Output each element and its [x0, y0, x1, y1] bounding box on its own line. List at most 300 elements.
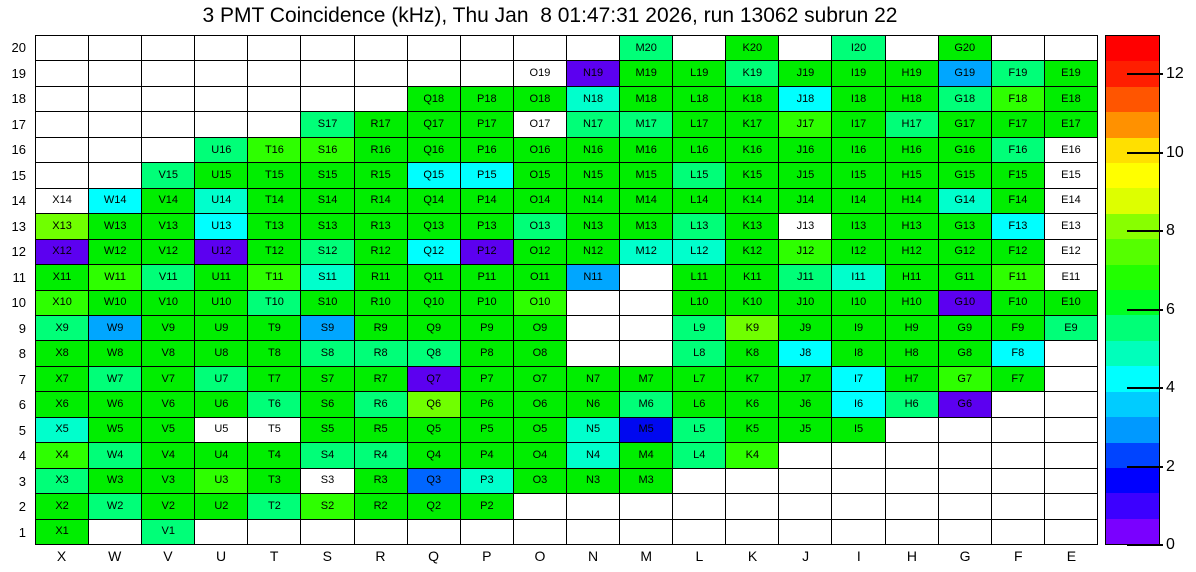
heatmap-cell — [1045, 341, 1097, 365]
heatmap-cell: P18 — [461, 87, 513, 111]
heatmap-cell: L11 — [673, 265, 725, 289]
heatmap-cell: X3 — [36, 469, 88, 493]
heatmap-cell — [142, 87, 194, 111]
heatmap-cell — [1045, 367, 1097, 391]
heatmap-cell: T9 — [248, 316, 300, 340]
heatmap-cell: X4 — [36, 443, 88, 467]
heatmap-cell: J10 — [779, 291, 831, 315]
heatmap-cell: H13 — [886, 214, 938, 238]
colorbar-tick-label: 8 — [1166, 222, 1175, 240]
heatmap-cell: K15 — [726, 163, 778, 187]
heatmap-cell: O4 — [514, 443, 566, 467]
heatmap-cell: T3 — [248, 469, 300, 493]
heatmap-cell: O14 — [514, 189, 566, 213]
heatmap-cell: Q10 — [408, 291, 460, 315]
heatmap-cell: P4 — [461, 443, 513, 467]
heatmap-cell: X8 — [36, 341, 88, 365]
heatmap-cell: U13 — [195, 214, 247, 238]
heatmap-cell — [726, 494, 778, 518]
heatmap-cell: Q17 — [408, 112, 460, 136]
heatmap-cell — [567, 316, 619, 340]
heatmap-cell: R14 — [355, 189, 407, 213]
heatmap-cell — [779, 443, 831, 467]
heatmap-cell — [461, 36, 513, 60]
heatmap-cell: W13 — [89, 214, 141, 238]
heatmap-cell: O11 — [514, 265, 566, 289]
heatmap-cell: U5 — [195, 418, 247, 442]
heatmap-cell — [408, 61, 460, 85]
heatmap-cell: G8 — [939, 341, 991, 365]
heatmap-cell — [1045, 494, 1097, 518]
heatmap-cell: I11 — [832, 265, 884, 289]
heatmap-cell: V2 — [142, 494, 194, 518]
heatmap-cell: W3 — [89, 469, 141, 493]
heatmap-cell: U10 — [195, 291, 247, 315]
heatmap-cell: J16 — [779, 138, 831, 162]
heatmap-cell: O13 — [514, 214, 566, 238]
heatmap-cell — [939, 469, 991, 493]
heatmap-cell: V7 — [142, 367, 194, 391]
heatmap-cell: K5 — [726, 418, 778, 442]
heatmap-cell: W14 — [89, 189, 141, 213]
heatmap-cell: F9 — [992, 316, 1044, 340]
heatmap-cell — [886, 469, 938, 493]
heatmap-cell: T15 — [248, 163, 300, 187]
heatmap-cell — [726, 520, 778, 544]
heatmap-cell — [779, 36, 831, 60]
heatmap-cell: M5 — [620, 418, 672, 442]
heatmap-cell: F17 — [992, 112, 1044, 136]
heatmap-cell — [886, 520, 938, 544]
heatmap-cell: K16 — [726, 138, 778, 162]
heatmap-cell: I7 — [832, 367, 884, 391]
heatmap-cell — [779, 494, 831, 518]
heatmap-grid — [35, 35, 1098, 545]
colorbar-band — [1106, 443, 1159, 468]
y-axis-label: 11 — [12, 269, 26, 285]
heatmap-cell — [355, 61, 407, 85]
heatmap-cell — [195, 520, 247, 544]
heatmap-cell: T7 — [248, 367, 300, 391]
heatmap-cell: F14 — [992, 189, 1044, 213]
heatmap-cell: U3 — [195, 469, 247, 493]
heatmap-cell: T16 — [248, 138, 300, 162]
x-axis-label: F — [1013, 548, 1023, 564]
y-axis-label: 10 — [11, 295, 26, 311]
y-axis-label: 8 — [18, 346, 26, 362]
heatmap-cell — [142, 36, 194, 60]
heatmap-cell: T11 — [248, 265, 300, 289]
heatmap-cell: I13 — [832, 214, 884, 238]
heatmap-cell: L12 — [673, 240, 725, 264]
heatmap-cell: U8 — [195, 341, 247, 365]
heatmap-cell: O9 — [514, 316, 566, 340]
heatmap-cell: J18 — [779, 87, 831, 111]
heatmap-cell: N11 — [567, 265, 619, 289]
heatmap-cell — [567, 36, 619, 60]
heatmap-cell: E15 — [1045, 163, 1097, 187]
heatmap-cell: G18 — [939, 87, 991, 111]
heatmap-cell: E18 — [1045, 87, 1097, 111]
colorbar-band — [1106, 112, 1159, 137]
heatmap-cell: I14 — [832, 189, 884, 213]
heatmap-cell: P7 — [461, 367, 513, 391]
heatmap-cell — [36, 112, 88, 136]
heatmap-cell — [514, 36, 566, 60]
heatmap-cell: W11 — [89, 265, 141, 289]
heatmap-cell: Q14 — [408, 189, 460, 213]
heatmap-cell: K11 — [726, 265, 778, 289]
colorbar-tick-label: 10 — [1166, 143, 1184, 161]
heatmap-cell — [673, 520, 725, 544]
y-axis-label: 9 — [18, 320, 26, 336]
heatmap-cell: F18 — [992, 87, 1044, 111]
heatmap-cell: M7 — [620, 367, 672, 391]
heatmap-cell: P16 — [461, 138, 513, 162]
heatmap-cell: K10 — [726, 291, 778, 315]
heatmap-cell — [567, 341, 619, 365]
heatmap-cell — [886, 494, 938, 518]
heatmap-cell: V4 — [142, 443, 194, 467]
heatmap-cell — [567, 494, 619, 518]
heatmap-cell: J15 — [779, 163, 831, 187]
heatmap-cell — [992, 494, 1044, 518]
heatmap-cell: V6 — [142, 392, 194, 416]
heatmap-cell: L8 — [673, 341, 725, 365]
heatmap-cell — [36, 163, 88, 187]
heatmap-cell: N13 — [567, 214, 619, 238]
heatmap-cell — [355, 36, 407, 60]
heatmap-cell — [248, 61, 300, 85]
heatmap-cell: V13 — [142, 214, 194, 238]
heatmap-cell — [620, 341, 672, 365]
heatmap-cell: O19 — [514, 61, 566, 85]
heatmap-cell: N16 — [567, 138, 619, 162]
heatmap-cell — [89, 87, 141, 111]
heatmap-cell — [514, 520, 566, 544]
heatmap-cell: I12 — [832, 240, 884, 264]
colorbar-band — [1106, 341, 1159, 366]
heatmap-cell: R17 — [355, 112, 407, 136]
y-axis-label: 4 — [18, 448, 26, 464]
heatmap-cell: I18 — [832, 87, 884, 111]
heatmap-cell — [992, 392, 1044, 416]
heatmap-cell — [1045, 443, 1097, 467]
x-axis-label: Q — [428, 548, 440, 564]
heatmap-cell: X9 — [36, 316, 88, 340]
heatmap-cell — [939, 494, 991, 518]
heatmap-cell: E17 — [1045, 112, 1097, 136]
colorbar-tick-mark — [1127, 544, 1163, 546]
heatmap-cell — [408, 36, 460, 60]
heatmap-cell — [408, 520, 460, 544]
heatmap-cell: X14 — [36, 189, 88, 213]
heatmap-cell: I6 — [832, 392, 884, 416]
heatmap-cell: H6 — [886, 392, 938, 416]
x-axis-label: H — [906, 548, 918, 564]
heatmap-cell: P11 — [461, 265, 513, 289]
heatmap-cell: L19 — [673, 61, 725, 85]
heatmap-cell: L17 — [673, 112, 725, 136]
heatmap-cell: Q11 — [408, 265, 460, 289]
heatmap-cell — [886, 418, 938, 442]
heatmap-cell: G10 — [939, 291, 991, 315]
heatmap-cell: E10 — [1045, 291, 1097, 315]
heatmap-cell — [992, 36, 1044, 60]
heatmap-cell: F19 — [992, 61, 1044, 85]
heatmap-cell: E9 — [1045, 316, 1097, 340]
heatmap-cell: I20 — [832, 36, 884, 60]
heatmap-cell — [673, 494, 725, 518]
heatmap-cell: V1 — [142, 520, 194, 544]
heatmap-cell: M14 — [620, 189, 672, 213]
heatmap-cell: J13 — [779, 214, 831, 238]
colorbar-tick-mark — [1127, 230, 1163, 232]
colorbar-band — [1106, 493, 1159, 518]
colorbar-band — [1106, 468, 1159, 493]
heatmap-cell: T14 — [248, 189, 300, 213]
heatmap-cell: H14 — [886, 189, 938, 213]
chart-title: 3 PMT Coincidence (kHz), Thu Jan 8 01:47:31 2026, run 13062 subrun 22 — [202, 4, 898, 27]
heatmap-cell: V11 — [142, 265, 194, 289]
heatmap-cell — [195, 61, 247, 85]
x-axis-label: U — [215, 548, 227, 564]
heatmap-cell: Q7 — [408, 367, 460, 391]
heatmap-cell: X11 — [36, 265, 88, 289]
heatmap-cell: K20 — [726, 36, 778, 60]
heatmap-cell — [1045, 36, 1097, 60]
x-axis-label: O — [534, 548, 546, 564]
heatmap-cell: Q13 — [408, 214, 460, 238]
heatmap-cell: R13 — [355, 214, 407, 238]
heatmap-cell: V9 — [142, 316, 194, 340]
heatmap-cell: O15 — [514, 163, 566, 187]
heatmap-cell — [355, 520, 407, 544]
colorbar-band — [1106, 315, 1159, 340]
heatmap-cell — [36, 36, 88, 60]
heatmap-cell — [36, 87, 88, 111]
heatmap-cell — [89, 138, 141, 162]
heatmap-cell: X5 — [36, 418, 88, 442]
heatmap-cell: K18 — [726, 87, 778, 111]
heatmap-cell — [514, 494, 566, 518]
heatmap-cell: O3 — [514, 469, 566, 493]
heatmap-cell: T6 — [248, 392, 300, 416]
heatmap-cell — [301, 61, 353, 85]
heatmap-cell: P13 — [461, 214, 513, 238]
heatmap-cell: Q18 — [408, 87, 460, 111]
x-axis-label: V — [163, 548, 173, 564]
heatmap-cell: I9 — [832, 316, 884, 340]
heatmap-cell: G16 — [939, 138, 991, 162]
colorbar-band — [1106, 265, 1159, 290]
heatmap-cell: G14 — [939, 189, 991, 213]
heatmap-cell — [301, 36, 353, 60]
heatmap-cell — [89, 520, 141, 544]
heatmap-cell: L10 — [673, 291, 725, 315]
heatmap-cell: N3 — [567, 469, 619, 493]
heatmap-cell: U6 — [195, 392, 247, 416]
heatmap-cell: G20 — [939, 36, 991, 60]
heatmap-cell: R2 — [355, 494, 407, 518]
heatmap-cell: P17 — [461, 112, 513, 136]
colorbar-tick-mark — [1127, 309, 1163, 311]
y-axis-label: 2 — [18, 499, 26, 515]
heatmap-cell: G17 — [939, 112, 991, 136]
heatmap-cell — [673, 36, 725, 60]
heatmap-cell — [620, 494, 672, 518]
heatmap-cell: S9 — [301, 316, 353, 340]
x-axis-label: M — [640, 548, 653, 564]
heatmap-cell: Q12 — [408, 240, 460, 264]
heatmap-cell: R6 — [355, 392, 407, 416]
y-axis-label: 14 — [11, 193, 26, 209]
heatmap-cell — [939, 443, 991, 467]
heatmap-cell — [779, 520, 831, 544]
heatmap-cell: W5 — [89, 418, 141, 442]
heatmap-cell: G15 — [939, 163, 991, 187]
heatmap-cell — [142, 138, 194, 162]
heatmap-cell: N12 — [567, 240, 619, 264]
heatmap-cell — [248, 87, 300, 111]
heatmap-cell: F16 — [992, 138, 1044, 162]
heatmap-cell: U12 — [195, 240, 247, 264]
heatmap-cell — [779, 469, 831, 493]
heatmap-cell: J19 — [779, 61, 831, 85]
heatmap-cell: G6 — [939, 392, 991, 416]
heatmap-cell — [939, 418, 991, 442]
heatmap-cell — [195, 87, 247, 111]
heatmap-cell: V12 — [142, 240, 194, 264]
heatmap-cell: G7 — [939, 367, 991, 391]
heatmap-cell: M12 — [620, 240, 672, 264]
heatmap-cell: P2 — [461, 494, 513, 518]
heatmap-cell: U4 — [195, 443, 247, 467]
x-axis-label: J — [802, 548, 810, 564]
heatmap-cell: V8 — [142, 341, 194, 365]
colorbar-band — [1106, 36, 1159, 61]
heatmap-cell: K9 — [726, 316, 778, 340]
y-axis-label: 19 — [11, 65, 26, 81]
heatmap-cell: S15 — [301, 163, 353, 187]
colorbar-tick-mark — [1127, 152, 1163, 154]
heatmap-cell: M17 — [620, 112, 672, 136]
heatmap-cell — [939, 520, 991, 544]
y-axis-label: 6 — [18, 397, 26, 413]
heatmap-cell: W4 — [89, 443, 141, 467]
heatmap-cell: O18 — [514, 87, 566, 111]
heatmap-cell: K19 — [726, 61, 778, 85]
heatmap-cell: G9 — [939, 316, 991, 340]
heatmap-cell: E12 — [1045, 240, 1097, 264]
heatmap-cell: H9 — [886, 316, 938, 340]
heatmap-cell: S16 — [301, 138, 353, 162]
heatmap-cell: T12 — [248, 240, 300, 264]
heatmap-cell: K13 — [726, 214, 778, 238]
heatmap-cell: J17 — [779, 112, 831, 136]
heatmap-cell: R12 — [355, 240, 407, 264]
x-axis-label: P — [482, 548, 492, 564]
heatmap-cell — [567, 291, 619, 315]
heatmap-cell: K6 — [726, 392, 778, 416]
heatmap-cell: U16 — [195, 138, 247, 162]
heatmap-cell: T5 — [248, 418, 300, 442]
heatmap-cell: P12 — [461, 240, 513, 264]
heatmap-cell: I15 — [832, 163, 884, 187]
colorbar-tick-mark — [1127, 73, 1163, 75]
heatmap-cell — [832, 494, 884, 518]
heatmap-cell — [832, 443, 884, 467]
colorbar-band — [1106, 214, 1159, 239]
heatmap-cell: Q4 — [408, 443, 460, 467]
heatmap-cell: O7 — [514, 367, 566, 391]
heatmap-cell — [620, 265, 672, 289]
heatmap-cell: R5 — [355, 418, 407, 442]
heatmap-cell: X2 — [36, 494, 88, 518]
heatmap-cell — [142, 112, 194, 136]
heatmap-cell: F7 — [992, 367, 1044, 391]
colorbar-band — [1106, 290, 1159, 315]
heatmap-cell: Q8 — [408, 341, 460, 365]
heatmap-cell: J6 — [779, 392, 831, 416]
heatmap-cell — [992, 520, 1044, 544]
heatmap-cell: S17 — [301, 112, 353, 136]
heatmap-cell — [142, 61, 194, 85]
heatmap-cell: W10 — [89, 291, 141, 315]
heatmap-cell: S7 — [301, 367, 353, 391]
heatmap-cell: H18 — [886, 87, 938, 111]
heatmap-cell — [461, 61, 513, 85]
heatmap-cell: I8 — [832, 341, 884, 365]
heatmap-cell: T10 — [248, 291, 300, 315]
heatmap-cell: I10 — [832, 291, 884, 315]
heatmap-cell: P6 — [461, 392, 513, 416]
heatmap-cell — [620, 520, 672, 544]
heatmap-cell: O12 — [514, 240, 566, 264]
heatmap-cell: J14 — [779, 189, 831, 213]
heatmap-cell: J7 — [779, 367, 831, 391]
colorbar-tick-label: 6 — [1166, 300, 1175, 318]
heatmap-cell: V14 — [142, 189, 194, 213]
heatmap-cell: W2 — [89, 494, 141, 518]
heatmap-cell — [620, 316, 672, 340]
heatmap-cell — [726, 469, 778, 493]
heatmap-cell — [992, 469, 1044, 493]
colorbar-tick-label: 4 — [1166, 379, 1175, 397]
x-axis-label: S — [322, 548, 332, 564]
heatmap-cell: P3 — [461, 469, 513, 493]
colorbar-band — [1106, 519, 1159, 544]
heatmap-cell — [992, 443, 1044, 467]
heatmap-cell: L7 — [673, 367, 725, 391]
heatmap-cell: W7 — [89, 367, 141, 391]
heatmap-cell: H11 — [886, 265, 938, 289]
heatmap-cell — [461, 520, 513, 544]
heatmap-cell — [620, 291, 672, 315]
heatmap-cell: S6 — [301, 392, 353, 416]
heatmap-cell — [1045, 469, 1097, 493]
heatmap-cell: E11 — [1045, 265, 1097, 289]
heatmap-cell: P15 — [461, 163, 513, 187]
heatmap-cell: L6 — [673, 392, 725, 416]
heatmap-cell: K4 — [726, 443, 778, 467]
heatmap-cell: Q6 — [408, 392, 460, 416]
x-axis-label: G — [959, 548, 971, 564]
x-axis-label: K — [747, 548, 758, 564]
heatmap-cell: R3 — [355, 469, 407, 493]
heatmap-cell — [832, 469, 884, 493]
heatmap-cell: F12 — [992, 240, 1044, 264]
